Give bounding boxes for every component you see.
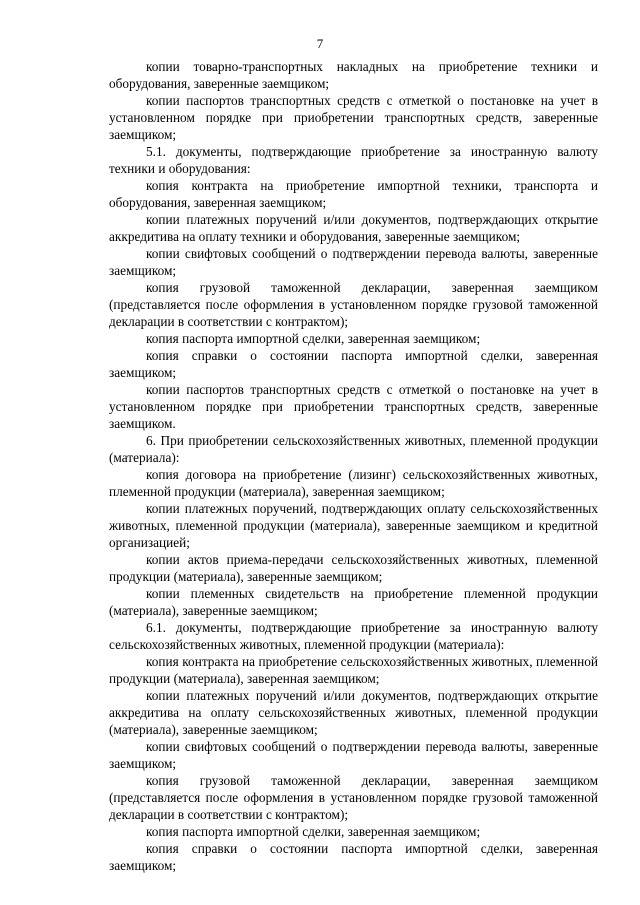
paragraph: копия грузовой таможенной декларации, заверенная заемщиком (представляется после оформления в установленном порядке грузовой таможенной декларации в соответствии с контрактом); — [109, 773, 598, 822]
paragraph: копия договора на приобретение (лизинг) сельскохозяйственных животных, племенной продукции (материала), заверенная заемщиком; — [109, 467, 598, 499]
paragraph: копии свифтовых сообщений о подтверждении перевода валюты, заверенные заемщиком; — [109, 246, 598, 278]
paragraph: копии свифтовых сообщений о подтверждении перевода валюты, заверенные заемщиком; — [109, 739, 598, 771]
paragraph: копии платежных поручений и/или документов, подтверждающих открытие аккредитива на оплату сельскохозяйственных животных, племенной продукции (материала), заверенные заемщиком; — [109, 688, 598, 737]
paragraph: копии паспортов транспортных средств с отметкой о постановке на учет в установленном порядке при приобретении транспортных средств, заверенные заемщиком; — [109, 93, 598, 142]
paragraph: 6. При приобретении сельскохозяйственных животных, племенной продукции (материала): — [109, 433, 598, 465]
paragraph: копия контракта на приобретение импортной техники, транспорта и оборудования, заверенная заемщиком; — [109, 178, 598, 210]
paragraph: копии паспортов транспортных средств с отметкой о постановке на учет в установленном порядке при приобретении транспортных средств, заверенные заемщиком. — [109, 382, 598, 431]
paragraph: копии актов приема-передачи сельскохозяйственных животных, племенной продукции (материала), заверенные заемщиком; — [109, 552, 598, 584]
paragraph: 5.1. документы, подтверждающие приобретение за иностранную валюту техники и оборудования: — [109, 144, 598, 176]
paragraph: 6.1. документы, подтверждающие приобретение за иностранную валюту сельскохозяйственных животных, племенной продукции (материала): — [109, 620, 598, 652]
paragraph: копия паспорта импортной сделки, заверенная заемщиком; — [146, 824, 481, 839]
document-body — [109, 58, 598, 874]
paragraph: копии платежных поручений и/или документов, подтверждающих открытие аккредитива на оплату техники и оборудования, заверенные заемщиком; — [109, 212, 598, 244]
paragraph: копия контракта на приобретение сельскохозяйственных животных, племенной продукции (материала), заверенная заемщиком; — [109, 654, 598, 686]
page-number: 7 — [316, 36, 324, 51]
paragraph: копии племенных свидетельств на приобретение племенной продукции (материала), заверенные заемщиком; — [109, 586, 598, 618]
paragraph: копия справки о состоянии паспорта импортной сделки, заверенная заемщиком; — [109, 841, 598, 873]
paragraph: копии товарно-транспортных накладных на приобретение техники и оборудования, заверенные заемщиком; — [109, 59, 598, 91]
paragraph: копии платежных поручений, подтверждающих оплату сельскохозяйственных животных, племенной продукции (материала), заверенные заемщиком и кредитной организацией; — [109, 501, 598, 550]
paragraph: копия справки о состоянии паспорта импортной сделки, заверенная заемщиком; — [109, 348, 598, 380]
paragraph: копия грузовой таможенной декларации, заверенная заемщиком (представляется после оформления в установленном порядке грузовой таможенной декларации в соответствии с контрактом); — [109, 280, 598, 329]
paragraph: копия паспорта импортной сделки, заверенная заемщиком; — [146, 331, 481, 346]
